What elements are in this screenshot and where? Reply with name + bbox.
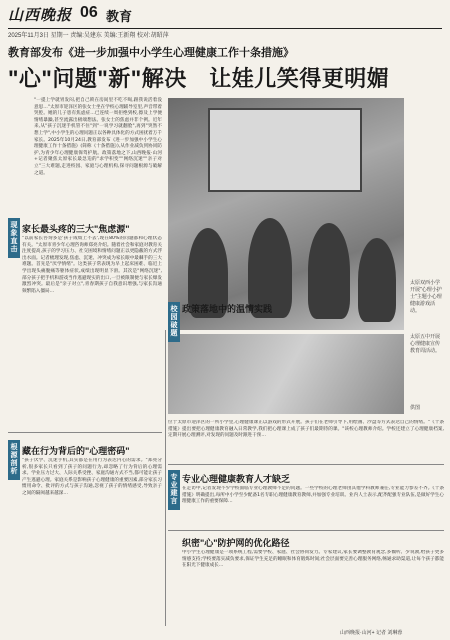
lead-subhead: 教育部发布《进一步加强中小学生心理健康工作十条措施》 xyxy=(8,47,294,59)
classroom-board xyxy=(208,108,362,192)
article-title-4: 专业心理健康教育人才缺乏 xyxy=(182,474,291,484)
photo-caption-2: 太原五中开展心理健康宣传教育周活动。 xyxy=(410,334,441,354)
article-body-5: 中小学生心理健康是一项系统工程,需要学校、家庭、社会协同发力。专家建议,家长要调整教育观念,多倾听、少说教,给孩子更多情感支持;学校要落实减负要求,保证学生充足的睡眠和体育锻炼时间;社会层面要完善心理服务网络,畅通求助渠道,让每个孩子都能在阳光下健康成长… xyxy=(182,550,444,569)
article-body-3: 位于太原市迎泽区的一所小学里,心理健康课正以游戏的形式开展。孩子们在老师引导下,用绘画、沙盘等方式表达自己的情绪。"《十条措施》提出要把心理健康教育融入日常教学,我们把心理课上成了孩子们最期待的课。"该校心理教师介绍。学校还建立了心理健康档案,定期开展心理测评,对发现的问题及时跟进干预… xyxy=(168,420,444,439)
article-body-2: "孩子厌学、沉迷手机,其实都是在用行为表达内心的需求。"郑亮分析,很多家长只看到了孩子的问题行为,却忽略了行为背后的心理需求。学业压力过大、人际关系受挫、家庭沟通方式不当,都可能让孩子产生逃避心理。家庭关系是影响孩子心理健康的重要因素,部分家长习惯用命令、批评的方式与孩子沟通,忽视了孩子的情绪感受,导致亲子之间的隔阂越来越深… xyxy=(22,458,162,496)
article-title-5: 织密"心"防护网的优化路径 xyxy=(182,538,290,548)
article-title-2: 藏在行为背后的"心理密码" xyxy=(22,446,130,456)
page-number: 06 xyxy=(80,4,98,21)
tag-reason: 根源剖析 xyxy=(8,440,20,480)
tag-expert-1: 专业建言 xyxy=(168,470,180,510)
dateline: 2025年11月3日 星期一 责编:吴建东 美编:王新翔 校对:胡昭萍 xyxy=(8,33,169,39)
photo-credit: 供图 xyxy=(410,405,421,411)
article-title-3: 政策落地中的温情实践 xyxy=(182,304,273,314)
tag-school: 校园破题 xyxy=(168,302,180,342)
newspaper-logo: 山西晚报 xyxy=(8,6,73,24)
secondary-photo xyxy=(168,334,404,414)
tag-reality: 现象直击 xyxy=(8,218,20,258)
lead-headline: "心"问题"新"解决 让娃儿笑得更明媚 xyxy=(8,66,390,91)
article-title-1: 家长最头疼的三大"焦虑源" xyxy=(22,224,130,234)
photo-caption-1: 太原双西小学开展"心理小护士"主题小心理健康游戏活动。 xyxy=(410,280,442,314)
article-body-1: "以前家长咨询多是'孩子成绩上不去',现在80%的问题都和心理状态有关。"太原市青少年心理咨询师郑亮介绍。随着社会和家庭对教育关注度提高,孩子的学习压力、社交困境和情绪问题正以更隐蔽的方式浮出水面。记者梳理发现,焦虑、沉迷、冲突成为家长眼中最棘手的三大难题。首先是"厌学情绪"。这类孩子常表现为早上起床困难、临近上学出现头痛腹痛等躯体症状,成绩出现明显下滑。其次是"网络沉迷",部分孩子把手机和游戏当作逃避现实的出口,一旦被限制便与家长爆发激烈冲突。最后是"亲子对立",青春期孩子自我意识增强,与家长沟通频繁陷入僵局… xyxy=(22,236,162,294)
masthead xyxy=(8,4,442,29)
lead-photo xyxy=(168,98,404,330)
section-title: 教育 xyxy=(106,10,133,25)
article-body-4: 在走访中,记者发现不少学校面临专业心理教师不足的问题。一些学校的心理老师由其他学科教师兼任,专业能力参差不齐。《十条措施》明确提出,每所中小学至少配备1名专职心理健康教育教师,并加强专业培训。业内人士表示,配齐配强专业队伍,是做好学生心理健康工作的重要保障… xyxy=(182,486,444,505)
page-footer: 山西晚报·山河+ 记者 刘琳蓉 xyxy=(340,630,403,636)
lead-body: "一提上学就胃发闷,把自己锁在房间里不吃不喝,跟我说活着没意思…"太原市迎泽区的张女士坐在学校心理辅导室里,声音带着哭腔。她的儿子患有焦虑症…已连续一周拒绝到校,擦及上学便情绪暴躁,甚至流露出极端想法。张女士的焦虑并非个例。近年来,从"孩子沉迷手机管不住"到"一说学习就翻脸",再到"突然不想上学",中小学生的心理问题正以各种具体化的方式困扰着万千家长。2025年10月24日,教育部发布《进一步加强中小学生心理健康工作十条措施》(简称《十条措施》),从作业减负到协同防护,为青少年心理健康保驾护航。政策落地之下,山西晚报·山河+记者聚焦太原家长最急迫的"求学积变""网络沉迷""亲子对立"三大难题,走进校园、家庭与心理机构,探寻问题根源与破解之道。 xyxy=(34,98,162,176)
